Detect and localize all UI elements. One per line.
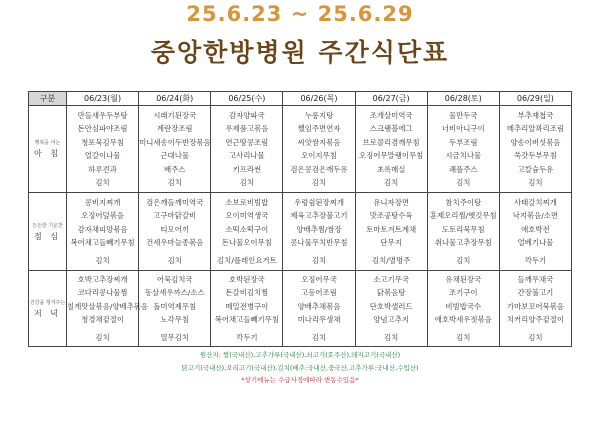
corner-label: 구분 bbox=[29, 92, 67, 106]
dish-item: 콩비지찌개 bbox=[84, 197, 121, 207]
menu-cell bbox=[283, 106, 355, 193]
dish-item: 얼갈이나물 bbox=[84, 151, 121, 160]
dish-item: 비빔밥국수 bbox=[445, 301, 482, 311]
menu-cell bbox=[283, 193, 355, 271]
dish-item: 김치 bbox=[456, 178, 471, 187]
dish-item: 소떡소떡구이 bbox=[225, 224, 269, 234]
dish-item: 열무김치 bbox=[160, 332, 189, 342]
dish-item: 양송이버섯볶음 bbox=[510, 137, 561, 147]
dish-item: 양배추채볶음 bbox=[297, 301, 341, 311]
dish-item: 소보로비빔밥 bbox=[225, 197, 269, 207]
dish-item: 김치 bbox=[167, 255, 182, 265]
meal-row-breakfast bbox=[29, 106, 572, 193]
dish-item: 우제품고볶음 bbox=[225, 124, 269, 133]
dish-item: 배주스 bbox=[164, 164, 186, 174]
menu-cell bbox=[211, 271, 283, 347]
dish-item: 어묵김치국 bbox=[156, 274, 193, 284]
meal-label-caption: 행복을 여는 bbox=[34, 140, 61, 146]
notice-text: *상기메뉴는 수급사정에따라 변동수있음* bbox=[241, 376, 359, 384]
dish-item: 김치 bbox=[456, 332, 471, 342]
dish-item: 오징어무국 bbox=[301, 274, 337, 284]
dish-item: 코다리콩나물찜 bbox=[77, 288, 128, 298]
dish-item: 양념고추지 bbox=[373, 315, 409, 325]
meal-row-dinner bbox=[29, 271, 572, 347]
meal-row-lunch bbox=[29, 193, 572, 271]
dish-item: 김치 bbox=[528, 178, 543, 187]
dish-item: 토마토겨트계채 bbox=[366, 224, 417, 234]
dish-item: 초록매실 bbox=[376, 164, 406, 174]
dish-item: 하루견과 bbox=[88, 164, 117, 174]
date-range: 25.6.23 ~ 25.6.29 bbox=[186, 2, 414, 26]
dish-item: 누룽지탕 bbox=[304, 110, 334, 120]
dish-item: 사태갈치찌개 bbox=[514, 197, 557, 207]
dish-item: 브로콜리겸깨무침 bbox=[362, 137, 420, 147]
dish-item: 유니자장면 bbox=[373, 197, 409, 207]
dish-item: 양배추찜/쌈장 bbox=[296, 224, 342, 234]
meal-label bbox=[29, 271, 67, 347]
dish-item: 쑥갓두부무침 bbox=[514, 151, 557, 160]
dish-item: 김치 bbox=[456, 255, 471, 265]
dish-item: 간장불고기 bbox=[517, 288, 554, 298]
menu-cell bbox=[355, 193, 427, 271]
dish-item: 참치주이탕 bbox=[445, 197, 482, 207]
dish-item: 티모어끼 bbox=[160, 224, 189, 234]
dish-item: 가마보꼬어묵볶음 bbox=[506, 301, 564, 311]
dish-item: 유채된장국 bbox=[445, 274, 482, 284]
dish-item: 쨌임주면연자 bbox=[297, 124, 341, 133]
dish-item: 김치 bbox=[95, 178, 110, 187]
menu-cell bbox=[139, 193, 211, 271]
menu-cell bbox=[67, 193, 139, 271]
dish-item: 단호박샐러드 bbox=[369, 301, 413, 311]
day-header: 06/23(월) bbox=[67, 92, 139, 106]
day-header-saturday: 06/28(토) bbox=[427, 92, 499, 106]
dish-item: 김치 bbox=[95, 255, 110, 265]
dish-item: 호박고추장찌개 bbox=[77, 274, 128, 284]
dish-item: 물만두국 bbox=[448, 110, 478, 120]
dish-item: 오징어덮볶음 bbox=[81, 211, 124, 221]
dish-item: 쾌플주스 bbox=[448, 164, 478, 174]
menu-cell bbox=[427, 106, 499, 193]
dish-item: 청포묵김무침 bbox=[81, 137, 124, 147]
dish-item: 애호박전 bbox=[521, 224, 550, 234]
meal-label bbox=[29, 193, 67, 271]
dish-item: 오이미역생국 bbox=[225, 211, 269, 221]
dish-item: 김치 bbox=[239, 178, 254, 187]
day-header: 06/25(수) bbox=[211, 92, 283, 106]
dish-item: 돌미역제무침 bbox=[153, 301, 197, 311]
dish-item: 제육고추장불고기 bbox=[290, 211, 348, 221]
meal-label bbox=[29, 106, 67, 193]
dish-item: 취나물고추장무침 bbox=[434, 238, 492, 248]
meal-label-name: 저 녁 bbox=[34, 308, 61, 318]
dish-item: 복어채고들빼기무침 bbox=[70, 238, 135, 248]
dish-item: 소고기무국 bbox=[373, 274, 409, 284]
origin-info-line-2: 닭고기(국내산),오리고기(국내산),김치(배추:국내산,중국산,고추가루:국내산,수입산) bbox=[181, 364, 419, 372]
dish-item: 김치 bbox=[167, 178, 182, 187]
dish-item: 김치 bbox=[95, 332, 110, 342]
dish-item: 너비아니구이 bbox=[441, 124, 485, 133]
dish-item: 복어채고들빼기무침 bbox=[214, 315, 279, 325]
dish-item: 낙지볶음/소면 bbox=[512, 211, 559, 221]
dish-item: 김치 bbox=[383, 178, 399, 187]
dish-item: 근대나물 bbox=[160, 151, 189, 160]
dish-item: 스크램블에그 bbox=[369, 124, 413, 133]
dish-item: 김치/플레인요거트 bbox=[217, 255, 277, 265]
dish-item: 감자채피망볶음 bbox=[77, 224, 128, 234]
menu-cell bbox=[499, 271, 571, 347]
dish-item: 만들새우두부탕 bbox=[77, 110, 128, 120]
menu-cell bbox=[67, 106, 139, 193]
menu-cell bbox=[355, 106, 427, 193]
dish-item: 깍두기 bbox=[236, 332, 258, 342]
dish-item: 조기구이 bbox=[448, 288, 478, 298]
dish-item: 들깨무채국 bbox=[517, 274, 554, 284]
menu-cell bbox=[67, 271, 149, 347]
dish-item: 두부조림 bbox=[448, 137, 478, 147]
dish-item: 연근땅콩조림 bbox=[225, 137, 269, 147]
menu-cell bbox=[499, 193, 571, 271]
meal-label-name: 아 침 bbox=[34, 149, 61, 158]
menu-cell bbox=[139, 106, 211, 193]
dish-item: 치커리양주겉절이 bbox=[506, 315, 564, 325]
dish-item: 검은콩검은깨두유 bbox=[290, 164, 348, 174]
menu-cell bbox=[211, 106, 283, 193]
dish-item: 시래기된장국 bbox=[153, 110, 197, 120]
meal-label-caption: 건강을 챙겨주는 bbox=[29, 299, 66, 306]
dish-item: 감자양파국 bbox=[229, 110, 265, 120]
dish-item: 도토리묵무침 bbox=[441, 224, 485, 234]
dish-item: 김치/멸명주 bbox=[372, 255, 411, 265]
dish-item: 고구마닭갈비 bbox=[153, 211, 197, 221]
weekly-menu-table bbox=[28, 91, 572, 347]
dish-item: 칠게맛살볶음/양배추볶음 bbox=[67, 301, 149, 311]
dish-item: 메추리알꽈리조림 bbox=[506, 124, 564, 133]
dish-item: 애호박새우젓볶음 bbox=[434, 315, 492, 325]
day-header: 06/24(화) bbox=[139, 92, 211, 106]
dish-item: 시금치나물 bbox=[445, 151, 482, 160]
dish-item: 고사리나물 bbox=[229, 151, 265, 160]
menu-cell bbox=[139, 271, 211, 347]
dish-item: 깍두기 bbox=[524, 255, 547, 265]
menu-cell bbox=[211, 193, 283, 271]
dish-item: 검은깨들깨미역국 bbox=[146, 197, 204, 207]
dish-item: 돈나물오이무침 bbox=[221, 238, 272, 248]
dish-item: 키프라썬 bbox=[232, 164, 262, 174]
menu-cell bbox=[355, 271, 427, 347]
dish-item: 조개살미역국 bbox=[369, 110, 413, 120]
dish-item: 훈제오리찜/헷깃무침 bbox=[429, 211, 497, 221]
dish-item: 김치 bbox=[528, 332, 543, 342]
dish-item: 김치 bbox=[311, 255, 327, 265]
dish-item: 고등어조림 bbox=[301, 288, 337, 298]
dish-item: 오징어무말랭이무침 bbox=[359, 151, 424, 160]
dish-item: 노각무침 bbox=[160, 315, 189, 325]
dish-item: 김치 bbox=[383, 332, 399, 342]
day-header: 06/26(목) bbox=[283, 92, 355, 106]
dish-item: 미나리무생채 bbox=[297, 315, 341, 325]
dish-item: 오이지무침 bbox=[301, 151, 337, 160]
dish-item: 호박된장국 bbox=[229, 274, 265, 284]
dish-item: 얼베기나물 bbox=[517, 238, 554, 248]
dish-item: 돈갈비김치찜 bbox=[225, 288, 269, 298]
day-header-row bbox=[29, 92, 572, 106]
menu-cell bbox=[499, 106, 571, 193]
dish-item: 고칼슘두유 bbox=[517, 164, 554, 174]
dish-item: 우렁쉼된장찌개 bbox=[294, 197, 344, 207]
menu-cell bbox=[427, 193, 499, 271]
menu-cell bbox=[427, 271, 499, 347]
dish-item: 김치 bbox=[311, 332, 327, 342]
dish-item: 닭볶음탕 bbox=[376, 288, 406, 298]
dish-item: 씨앗쌈지볶음 bbox=[297, 137, 341, 147]
day-header-sunday: 06/29(일) bbox=[499, 92, 571, 106]
dish-item: 단무지 bbox=[380, 238, 402, 248]
meal-label-name: 점 심 bbox=[34, 231, 61, 241]
day-header: 06/27(금) bbox=[355, 92, 427, 106]
page-title: 중앙한방병원 주간식단표 bbox=[150, 38, 450, 67]
dish-item: 계란장조림 bbox=[156, 124, 193, 133]
dish-item: 김치 bbox=[311, 178, 327, 187]
origin-info-line-1: 원산지: 쌀(국내산),고추가루(국내산),쇠고기(호주산),돼지고기(국내산) bbox=[199, 351, 401, 359]
menu-cell bbox=[283, 271, 355, 347]
dish-item: 메밀전병구이 bbox=[225, 301, 269, 311]
dish-item: 건세우마늘종볶음 bbox=[146, 238, 204, 248]
dish-item: 미니새송이두반장볶음 bbox=[139, 137, 211, 147]
dish-item: 맛조공탕수육 bbox=[369, 211, 413, 221]
dish-item: 동살새우까스/소스 bbox=[144, 288, 205, 298]
dish-item: 부추재첩국 bbox=[517, 110, 554, 120]
dish-item: 콩나물무치반무침 bbox=[290, 238, 348, 248]
dish-item: 청경채겉절이 bbox=[81, 315, 124, 325]
dish-item: 돈안심파야조림 bbox=[77, 124, 128, 133]
meal-label-caption: 든든한 기운찬 bbox=[32, 222, 63, 229]
